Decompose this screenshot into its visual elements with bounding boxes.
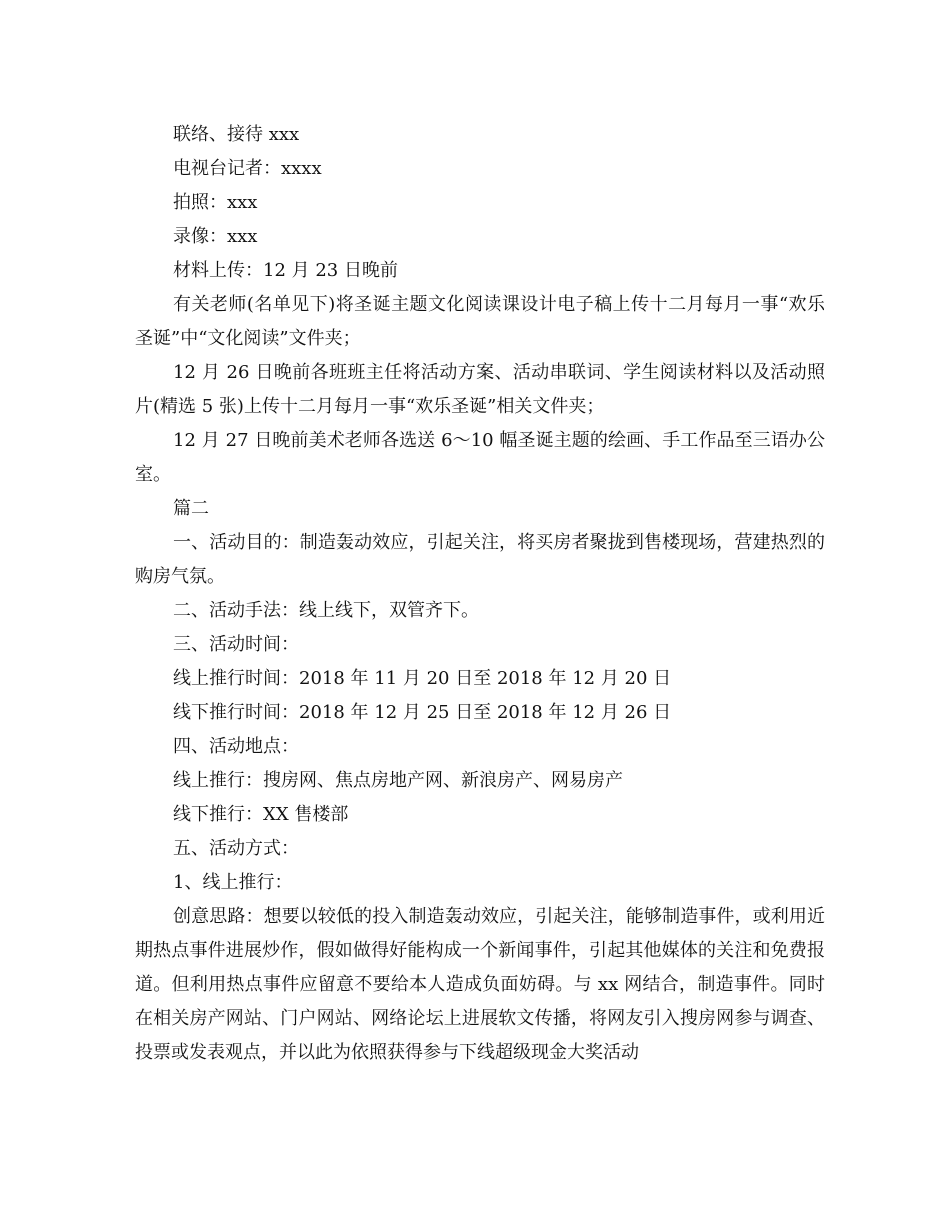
paragraph-class-upload: 12 月 26 日晚前各班班主任将活动方案、活动串联词、学生阅读材料以及活动照片(精选 5 张)上传十二月每月一事“欢乐圣诞”相关文件夹； — [135, 362, 825, 417]
paragraph-photo: 拍照：xxx — [173, 192, 258, 213]
paragraph-online-promotion-heading: 1、线上推行： — [173, 872, 293, 893]
paragraph-teacher-upload: 有关老师(名单见下)将圣诞主题文化阅读课设计电子稿上传十二月每月一事“欢乐圣诞”中“文化阅读”文件夹； — [135, 294, 825, 349]
paragraph-activity-location-heading: 四、活动地点： — [173, 736, 299, 757]
paragraph-activity-method: 二、活动手法：线上线下，双管齐下。 — [173, 600, 479, 621]
paragraph-activity-mode-heading: 五、活动方式： — [173, 838, 299, 859]
paragraph-contact: 联络、接待 xxx — [173, 124, 300, 145]
paragraph-online-location: 线上推行：搜房网、焦点房地产网、新浪房产、网易房产 — [173, 770, 623, 791]
document-body — [135, 118, 825, 1070]
paragraph-offline-location: 线下推行：XX 售楼部 — [173, 804, 349, 825]
paragraph-video: 录像：xxx — [173, 226, 258, 247]
paragraph-material-upload: 材料上传：12 月 23 日晚前 — [173, 260, 398, 281]
paragraph-activity-purpose: 一、活动目的：制造轰动效应，引起关注，将买房者聚拢到售楼现场，营建热烈的购房气氛。 — [135, 532, 825, 587]
paragraph-creative-idea: 创意思路：想要以较低的投入制造轰动效应，引起关注，能够制造事件，或利用近期热点事件进展炒作，假如做得好能构成一个新闻事件，引起其他媒体的关注和免费报道。但利用热点事件应留意不要给本人造成负面妨碍。与 xx 网结合，制造事件。同时在相关房产网站、门户网站、网络论坛上进展软文传播，将网友引入搜房网参与调查、投票或发表观点，并以此为依照获得参与下线超级现金大奖活动 — [135, 906, 825, 1063]
paragraph-tv-reporter: 电视台记者：xxxx — [173, 158, 322, 179]
section-heading-part-two: 篇二 — [173, 498, 209, 519]
paragraph-offline-time: 线下推行时间：2018 年 12 月 25 日至 2018 年 12 月 26 日 — [173, 702, 672, 723]
paragraph-art-submission: 12 月 27 日晚前美术老师各选送 6～10 幅圣诞主题的绘画、手工作品至三语办公室。 — [135, 430, 825, 485]
paragraph-activity-time-heading: 三、活动时间： — [173, 634, 299, 655]
paragraph-online-time: 线上推行时间：2018 年 11 月 20 日至 2018 年 12 月 20 日 — [173, 668, 672, 689]
